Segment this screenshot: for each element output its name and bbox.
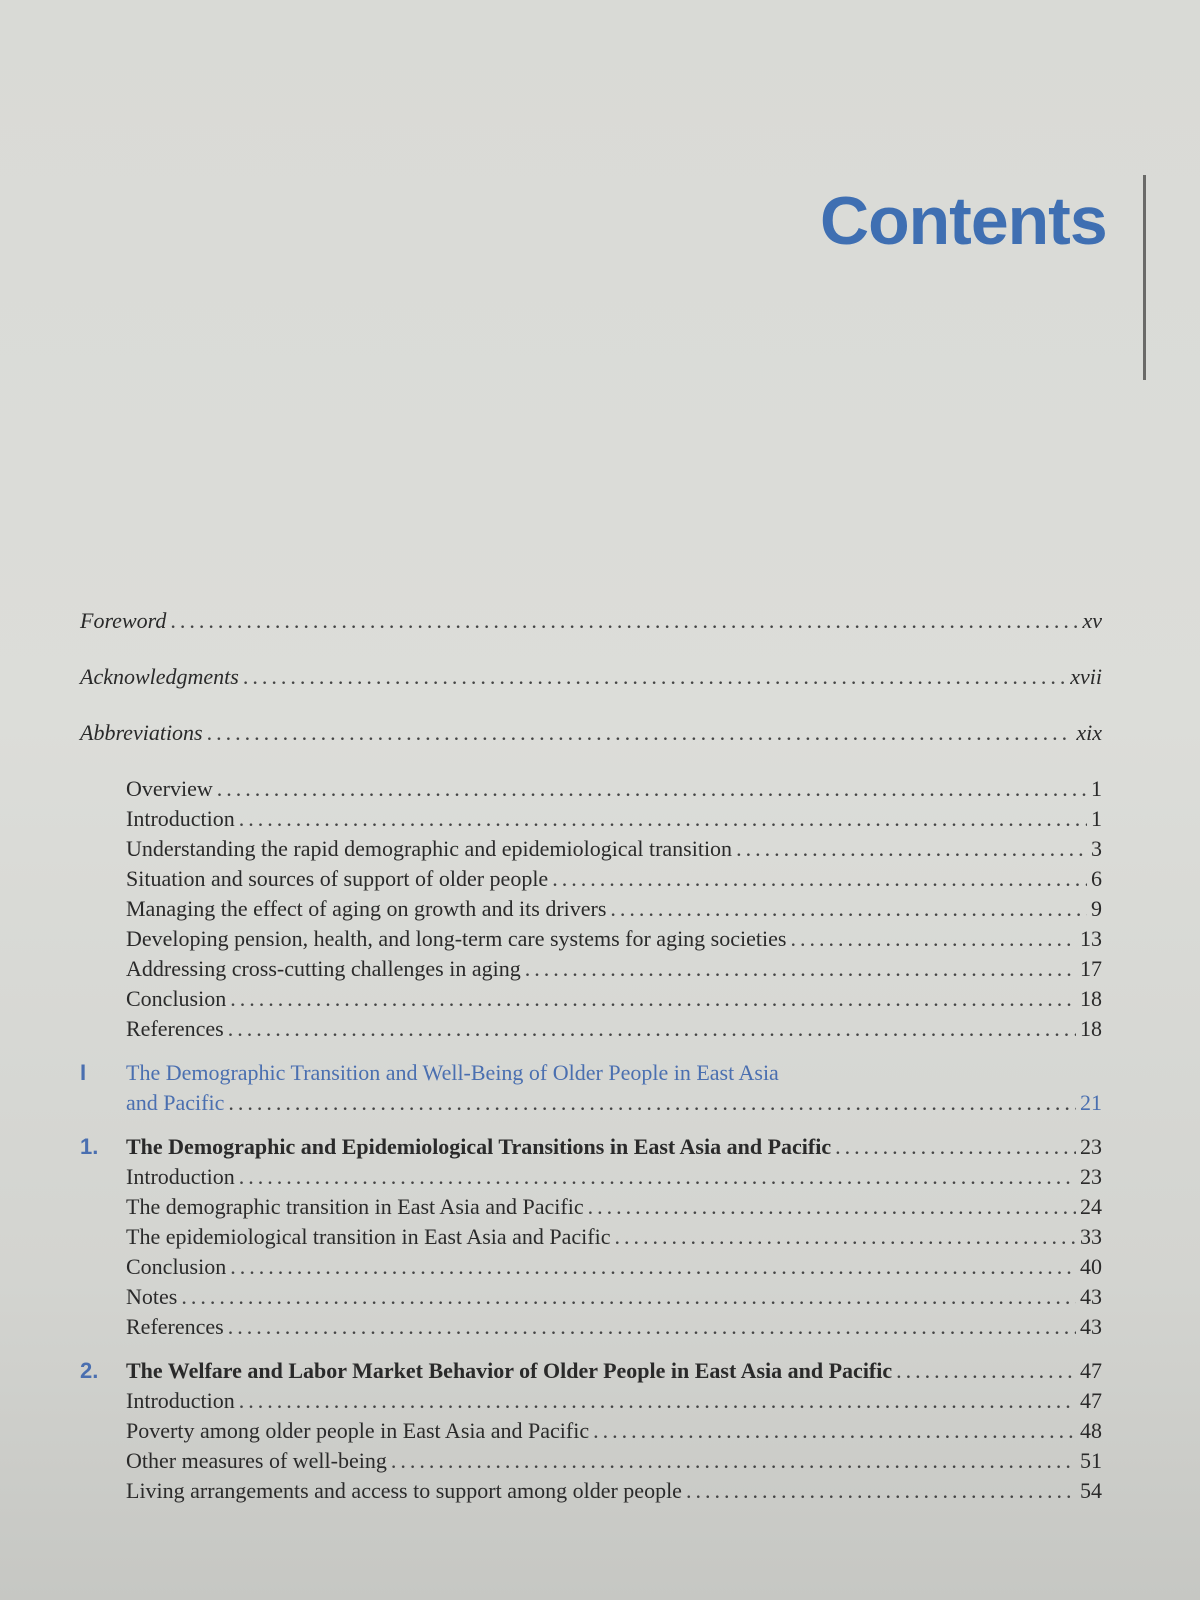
chapter-page: 23 — [1080, 1134, 1102, 1159]
dot-leader — [217, 774, 1087, 804]
dot-leader — [239, 1386, 1076, 1416]
toc-entry-label: Abbreviations — [80, 720, 203, 745]
dot-leader — [610, 894, 1087, 924]
toc-entry-page: 1 — [1091, 776, 1102, 801]
toc-entry-page: 48 — [1080, 1418, 1102, 1443]
dot-leader — [239, 804, 1087, 834]
overview-section — [80, 774, 1102, 1044]
toc-entry[interactable] — [80, 864, 1102, 894]
toc-entry-page: 1 — [1091, 806, 1102, 831]
toc-entry-label: Introduction — [126, 1388, 235, 1413]
page-title: Contents — [820, 183, 1107, 259]
toc-entry-page: 13 — [1080, 926, 1102, 951]
dot-leader — [588, 1192, 1076, 1222]
toc-entry[interactable] — [80, 1476, 1102, 1506]
toc-entry[interactable] — [80, 894, 1102, 924]
toc-entry[interactable] — [80, 954, 1102, 984]
toc-entry-page: 33 — [1080, 1224, 1102, 1249]
chapter-2-section — [80, 1356, 1102, 1506]
toc-entry-foreword[interactable] — [80, 606, 1102, 636]
dot-leader — [552, 864, 1087, 894]
toc-entry-label: Overview — [126, 776, 213, 801]
dot-leader — [243, 662, 1066, 692]
toc-entry[interactable] — [80, 1162, 1102, 1192]
dot-leader — [835, 1132, 1076, 1162]
toc-entry-label: Developing pension, health, and long-term care systems for aging societies — [126, 926, 787, 951]
toc-entry-page: 51 — [1080, 1448, 1102, 1473]
toc-entry[interactable] — [80, 924, 1102, 954]
toc-entry-label: Conclusion — [126, 986, 227, 1011]
toc-entry-label: Introduction — [126, 806, 235, 831]
toc-entry-page: 18 — [1080, 1016, 1102, 1041]
dot-leader — [228, 1014, 1076, 1044]
toc-entry[interactable] — [80, 804, 1102, 834]
dot-leader — [896, 1356, 1076, 1386]
toc-entry-acknowledgments[interactable] — [80, 662, 1102, 692]
toc-entry[interactable] — [80, 1014, 1102, 1044]
chapter-title: The Welfare and Labor Market Behavior of Older People in East Asia and Pacific — [126, 1358, 893, 1383]
part-title-line2: and Pacific — [126, 1090, 225, 1115]
dot-leader — [230, 1252, 1076, 1282]
toc-entry-page: 43 — [1080, 1284, 1102, 1309]
toc-entry-label: Poverty among older people in East Asia and Pacific — [126, 1418, 590, 1443]
part-heading[interactable] — [80, 1058, 1102, 1118]
toc-entry-page: 54 — [1080, 1478, 1102, 1503]
table-of-contents — [80, 606, 1102, 1506]
toc-entry-label: Notes — [126, 1284, 178, 1309]
dot-leader — [207, 718, 1073, 748]
toc-entry-page: 24 — [1080, 1194, 1102, 1219]
toc-entry-label: Introduction — [126, 1164, 235, 1189]
dot-leader — [686, 1476, 1076, 1506]
toc-entry[interactable] — [80, 1282, 1102, 1312]
toc-entry-page: 43 — [1080, 1314, 1102, 1339]
toc-entry-label: Situation and sources of support of older people — [126, 866, 549, 891]
toc-entry[interactable] — [80, 1416, 1102, 1446]
toc-entry-label: References — [126, 1314, 224, 1339]
toc-entry-label: The epidemiological transition in East Asia and Pacific — [126, 1224, 611, 1249]
chapter-heading[interactable] — [80, 1356, 1102, 1386]
toc-entry-overview[interactable] — [80, 774, 1102, 804]
toc-entry-label: Acknowledgments — [80, 664, 239, 689]
toc-entry-page: 6 — [1091, 866, 1102, 891]
toc-entry-page: 18 — [1080, 986, 1102, 1011]
toc-entry[interactable] — [80, 1386, 1102, 1416]
toc-entry-page: xix — [1076, 720, 1102, 745]
part-page: 21 — [1080, 1090, 1102, 1115]
toc-entry[interactable] — [80, 1252, 1102, 1282]
dot-leader — [228, 1312, 1076, 1342]
toc-entry-page: xvii — [1070, 664, 1102, 689]
dot-leader — [525, 954, 1076, 984]
chapter-number: 1. — [80, 1134, 99, 1159]
dot-leader — [230, 984, 1076, 1014]
dot-leader — [391, 1446, 1076, 1476]
toc-entry-page: 9 — [1091, 896, 1102, 921]
toc-entry-label: Understanding the rapid demographic and epidemiological transition — [126, 836, 733, 861]
dot-leader — [170, 606, 1078, 636]
dot-leader — [181, 1282, 1076, 1312]
dot-leader — [736, 834, 1087, 864]
dot-leader — [614, 1222, 1076, 1252]
dot-leader — [239, 1162, 1076, 1192]
chapter-heading[interactable] — [80, 1132, 1102, 1162]
chapter-1-section — [80, 1132, 1102, 1342]
toc-entry-page: 23 — [1080, 1164, 1102, 1189]
toc-entry-page: 47 — [1080, 1388, 1102, 1413]
dot-leader — [228, 1088, 1076, 1118]
chapter-page: 47 — [1080, 1358, 1102, 1383]
chapter-number: 2. — [80, 1358, 99, 1383]
toc-entry[interactable] — [80, 1222, 1102, 1252]
toc-entry-label: Addressing cross-cutting challenges in aging — [126, 956, 521, 981]
toc-entry-page: 3 — [1091, 836, 1102, 861]
toc-entry-label: Foreword — [80, 608, 167, 633]
toc-entry-page: xv — [1082, 608, 1102, 633]
toc-entry-label: Other measures of well-being — [126, 1448, 387, 1473]
dot-leader — [790, 924, 1076, 954]
part-title-line1: The Demographic Transition and Well-Being of Older People in East Asia — [126, 1060, 779, 1085]
toc-entry-label: Conclusion — [126, 1254, 227, 1279]
toc-entry-label: References — [126, 1016, 224, 1041]
vertical-rule — [1143, 175, 1146, 380]
part-number: I — [80, 1060, 87, 1085]
toc-entry-label: Living arrangements and access to support among older people — [126, 1478, 682, 1503]
toc-entry-page: 40 — [1080, 1254, 1102, 1279]
toc-entry[interactable] — [80, 1192, 1102, 1222]
chapter-title: The Demographic and Epidemiological Transitions in East Asia and Pacific — [126, 1134, 832, 1159]
toc-entry-page: 17 — [1080, 956, 1102, 981]
toc-entry[interactable] — [80, 834, 1102, 864]
toc-entry-label: The demographic transition in East Asia and Pacific — [126, 1194, 584, 1219]
toc-entry-label: Managing the effect of aging on growth and its drivers — [126, 896, 607, 921]
toc-entry[interactable] — [80, 1446, 1102, 1476]
toc-entry[interactable] — [80, 1312, 1102, 1342]
toc-entry[interactable] — [80, 984, 1102, 1014]
dot-leader — [593, 1416, 1076, 1446]
toc-entry-abbreviations[interactable] — [80, 718, 1102, 748]
